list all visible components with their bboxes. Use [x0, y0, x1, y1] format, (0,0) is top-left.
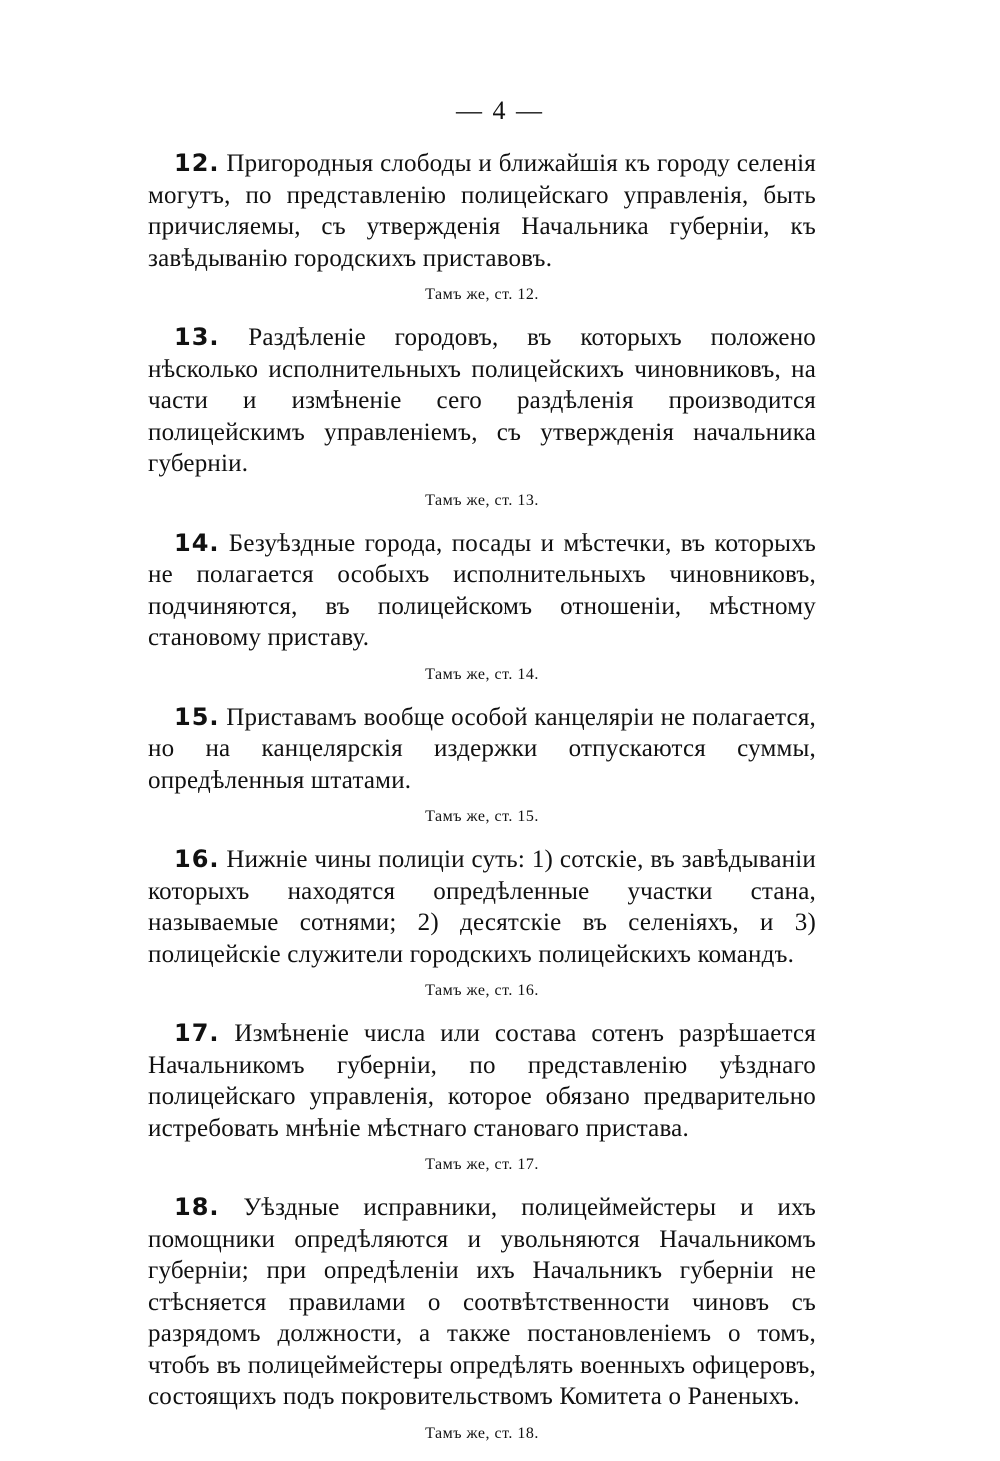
article-reference: Тамъ же, ст. 13.: [425, 491, 539, 509]
article-reference: Тамъ же, ст. 12.: [425, 286, 539, 303]
article-18: [148, 1192, 816, 1445]
article-12: [148, 148, 816, 306]
article-15: [148, 702, 816, 829]
article-reference: Тамъ же, ст. 18.: [425, 1424, 539, 1442]
article-reference: Тамъ же, ст. 15.: [425, 808, 539, 825]
article-17: [148, 1018, 816, 1176]
article-text: Измѣненіе числа или состава сотенъ разрѣшается Начальникомъ губерніи, по представленію уѣзднаго полицейскаго управленія, которое обязано предварительно истребовать мнѣніе мѣстнаго становаго пристава.: [148, 1020, 816, 1142]
article-number: 13.: [174, 323, 220, 351]
article-body: [148, 844, 816, 970]
article-body: [148, 702, 816, 797]
article-number: 18.: [174, 1193, 220, 1221]
article-body: [148, 1018, 816, 1144]
articles-list: [148, 148, 816, 1461]
article-reference: Тамъ же, ст. 16.: [425, 982, 539, 999]
article-body: [148, 322, 816, 480]
article-number: 12.: [174, 149, 220, 177]
article-reference: Тамъ же, ст. 17.: [425, 1156, 539, 1173]
article-number: 17.: [174, 1019, 220, 1047]
article-body: [148, 1192, 816, 1413]
article-14: [148, 528, 816, 686]
article-text: Уѣздные исправники, полицеймейстеры и ихъ помощники опредѣляются и увольняются Начальникомъ губерніи; при опредѣленіи ихъ Начальникъ губерніи не стѣсняется правилами о соотвѣтственности чиновъ съ разрядомъ должности, а также постановленіемъ о томъ, чтобъ въ полицеймейстеры опредѣлять военныхъ офицеровъ, состоящихъ подъ покровительствомъ Комитета о Раненыхъ.: [148, 1194, 816, 1410]
article-text: Безуѣздные города, посады и мѣстечки, въ которыхъ не полагается особыхъ исполнительныхъ чиновниковъ, подчиняются, въ полицейскомъ отношеніи, мѣстному становому приставу.: [148, 529, 817, 651]
article-body: [148, 528, 816, 654]
article-text: Пригородныя слободы и ближайшія къ городу селенія могутъ, по представленію полицейскаго управленія, быть причисляемы, съ утвержденія Начальника губерніи, къ завѣдыванію городскихъ приставовъ.: [148, 150, 816, 272]
article-13: [148, 322, 816, 512]
article-number: 15.: [174, 702, 220, 731]
page-number: — 4 —: [456, 96, 544, 125]
article-number: 14.: [174, 528, 220, 557]
article-reference: Тамъ же, ст. 14.: [425, 665, 539, 683]
article-text: Приставамъ вообще особой канцеляріи не полагается, но на канцелярскія издержки отпускаются суммы, опредѣленныя штатами.: [148, 703, 817, 794]
article-16: [148, 844, 816, 1002]
article-text: Раздѣленіе городовъ, въ которыхъ положено нѣсколько исполнительныхъ полицейскихъ чиновниковъ, на части и измѣненіе сего раздѣленія производится полицейскимъ управленіемъ, съ утвержденія начальника губерніи.: [148, 324, 817, 477]
article-number: 16.: [174, 845, 220, 873]
article-text: Нижніе чины полиціи суть: 1) сотскіе, въ завѣдываніи которыхъ находятся опредѣленные участки стана, называемые сотнями; 2) десятскіе въ селеніяхъ, и 3) полицейскіе служители городскихъ полицейскихъ командъ.: [148, 846, 816, 968]
article-body: [148, 148, 816, 274]
